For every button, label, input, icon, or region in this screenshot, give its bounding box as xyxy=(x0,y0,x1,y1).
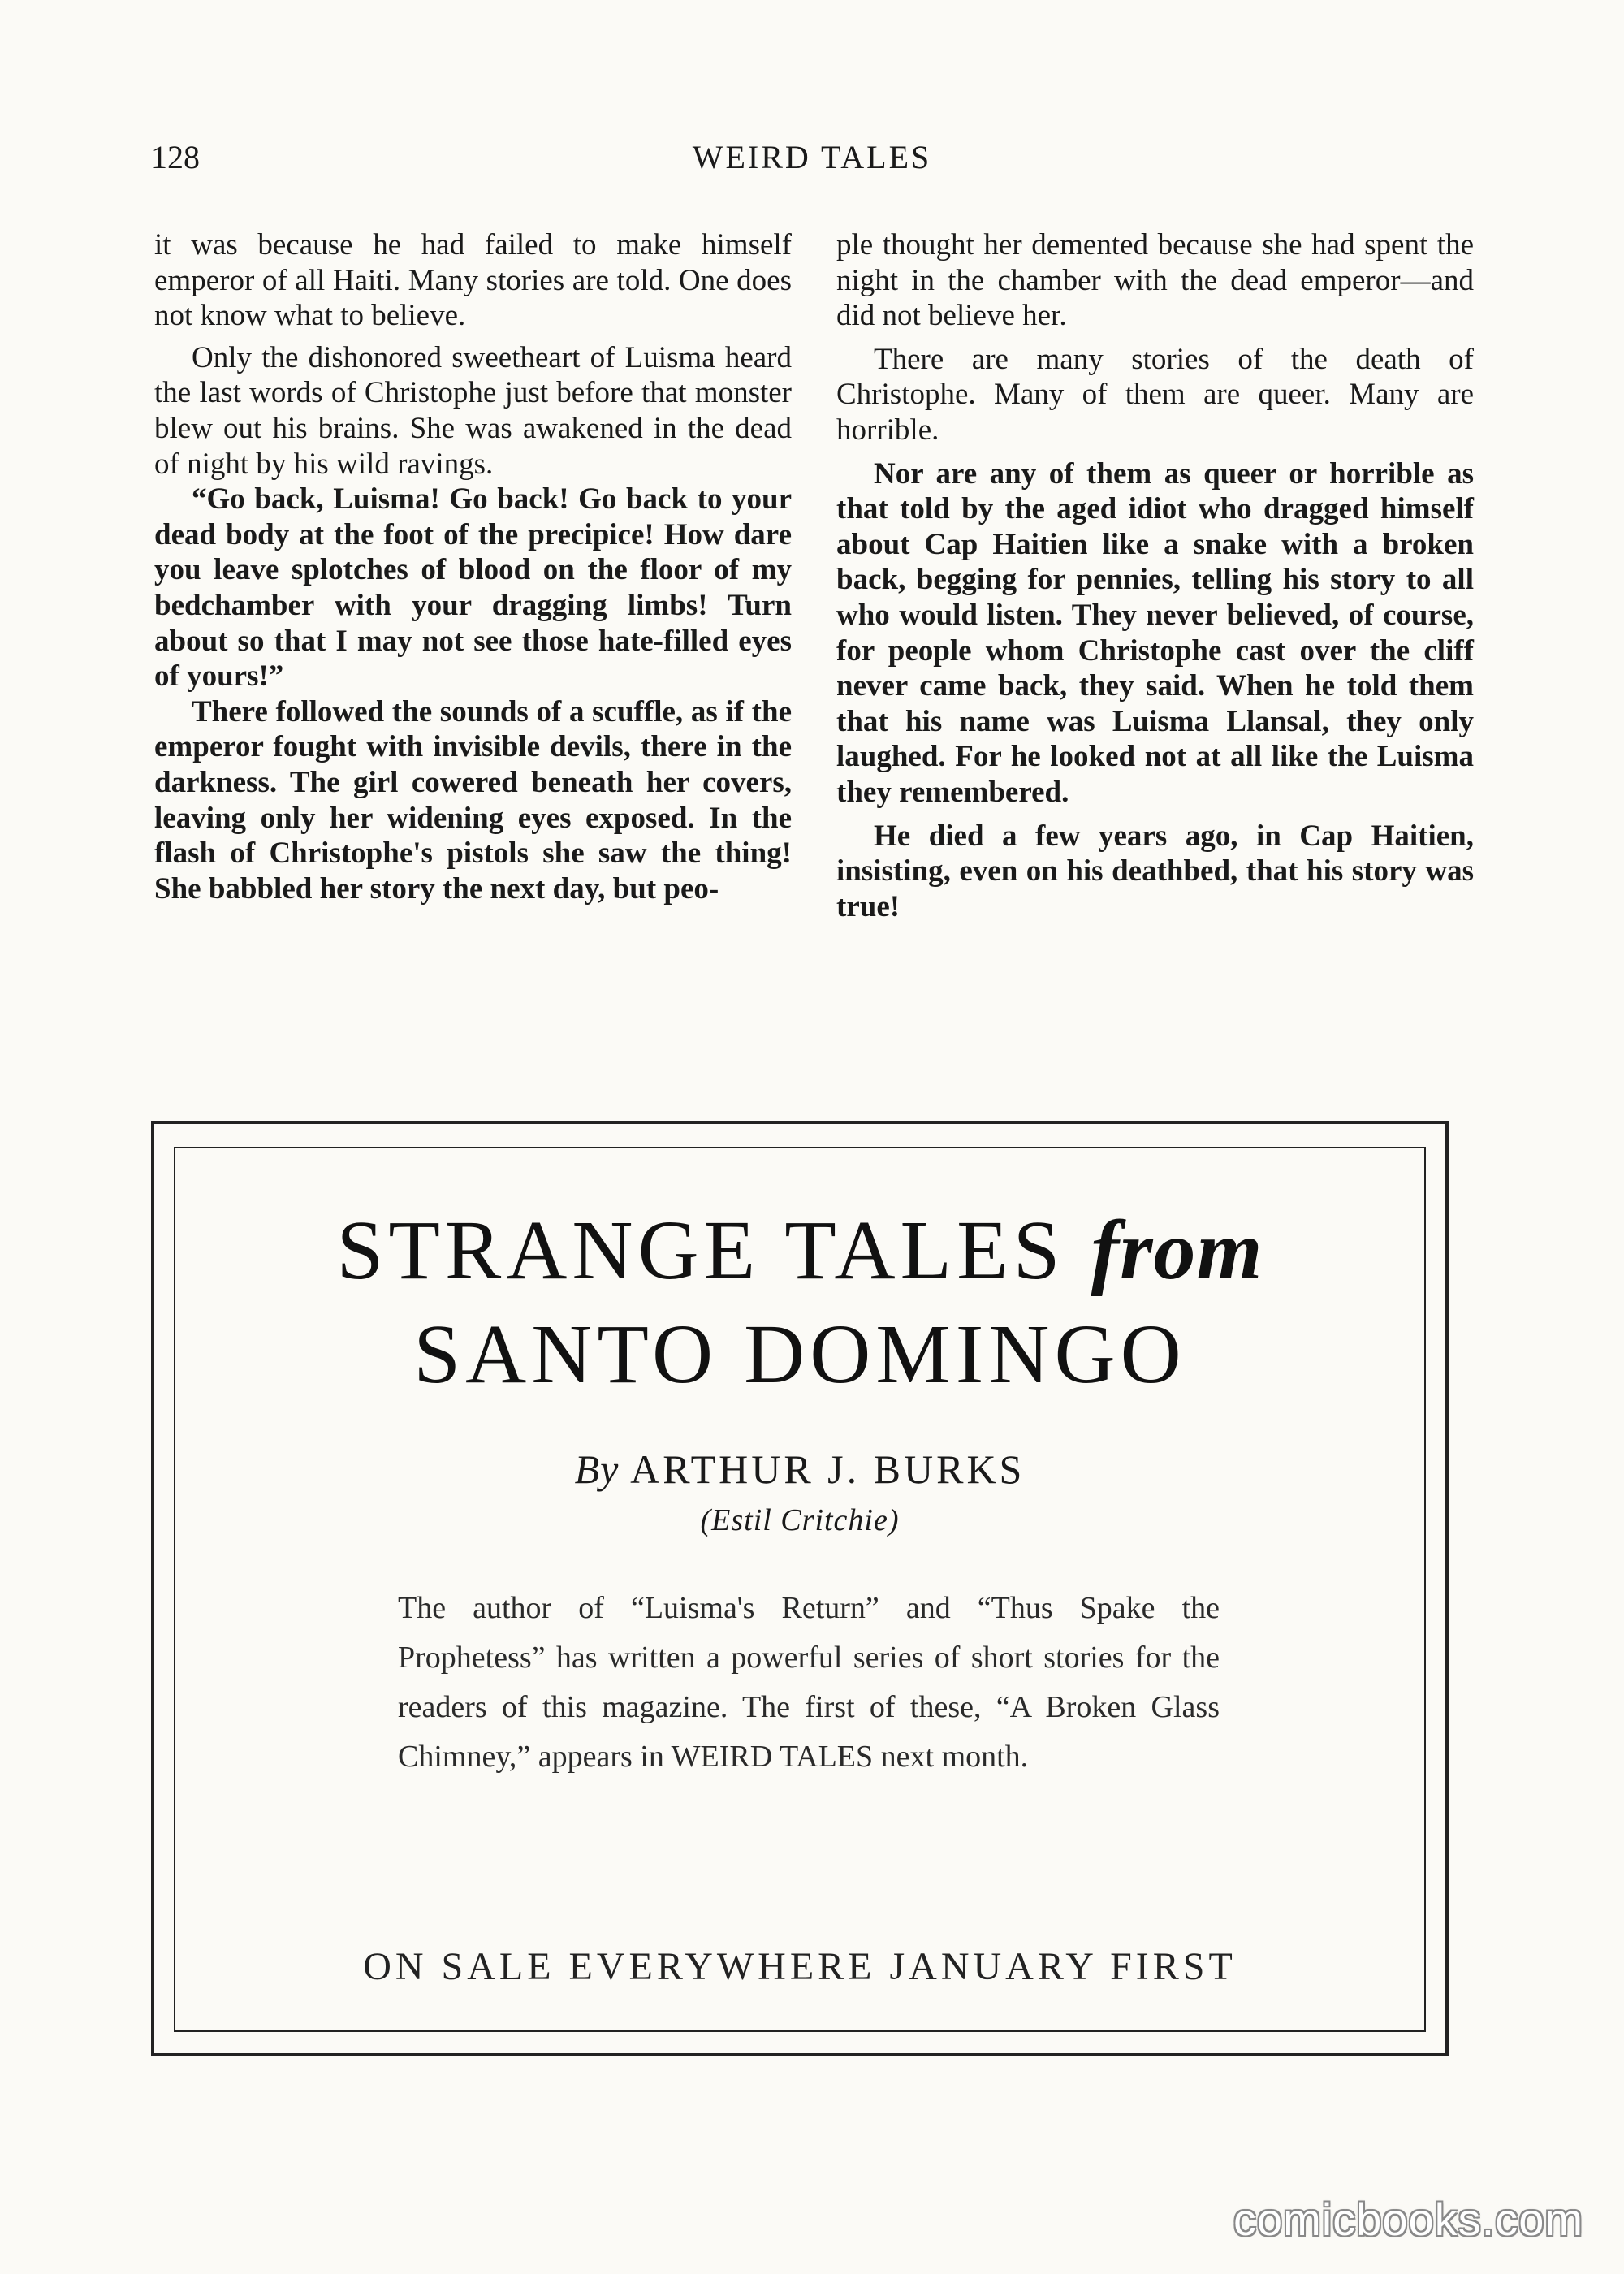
ad-title-from: from xyxy=(1091,1204,1263,1297)
ad-title-text: STRANGE TALES xyxy=(336,1204,1065,1297)
watermark: comicbooks.com xyxy=(1233,2194,1583,2245)
paragraph: it was because he had failed to make himself emperor of all Haiti. Many stories are told. One does not know what to believe. xyxy=(154,228,792,333)
paragraph: He died a few years ago, in Cap Haitien, insisting, even on his deathbed, that his story was true! xyxy=(836,819,1474,923)
paragraph: There are many stories of the death of Christophe. Many of them are queer. Many are horrible. xyxy=(836,342,1474,447)
page-header xyxy=(151,138,1473,187)
ad-title-line-2: SANTO DOMINGO xyxy=(413,1308,1186,1401)
paragraph: “Go back, Luisma! Go back! Go back to your dead body at the foot of the precipice! How dare you leave splotches of blood on the floor of my bedchamber with your dragging limbs! Turn about so that I may not see those hate-filled eyes of yours!” xyxy=(154,482,792,694)
page-number: 128 xyxy=(151,139,200,175)
paragraph: Nor are any of them as queer or horrible as that told by the aged idiot who dragged himself about Cap Haitien like a snake with a broken back, begging for pennies, telling his story to all who would listen. They never believed, of course, for people whom Christophe cast over the cliff never came back, they said. When he told them that his name was Luisma Llansal, they only laughed. For he looked not at all like the Luisma they remembered. xyxy=(836,456,1474,809)
right-column xyxy=(836,227,1474,931)
running-title: WEIRD TALES xyxy=(692,139,932,175)
byline-by: By xyxy=(574,1446,620,1492)
ad-body-text: The author of “Luisma's Return” and “Thus Spake the Prophetess” has written a powerful series of short stories for the readers of this magazine. The first of these, “A Broken Glass Chimney,” appears in WEIRD TALES next month. xyxy=(398,1591,1220,1774)
paragraph: ple thought her demented because she had spent the night in the chamber with the dead emperor—and did not believe her. xyxy=(836,228,1474,333)
ad-title-line-1 xyxy=(174,1202,1426,1299)
author-pseudonym: (Estil Critchie) xyxy=(700,1503,900,1537)
paragraph: Only the dishonored sweetheart of Luisma heard the last words of Christophe just before that monster blew out his brains. She was awakened in the dead of night by his wild ravings. xyxy=(154,340,792,481)
byline-author: ARTHUR J. BURKS xyxy=(630,1446,1026,1492)
paragraph: There followed the sounds of a scuffle, as if the emperor fought with invisible devils, there in the darkness. The girl cowered beneath her covers, leaving only her widening eyes exposed. In the flash of Christophe's pistols she saw the thing! She babbled her story the next day, but peo- xyxy=(154,694,792,906)
byline xyxy=(174,1446,1426,1493)
ad-footer: ON SALE EVERYWHERE JANUARY FIRST xyxy=(363,1945,1237,1988)
left-column xyxy=(154,227,792,913)
